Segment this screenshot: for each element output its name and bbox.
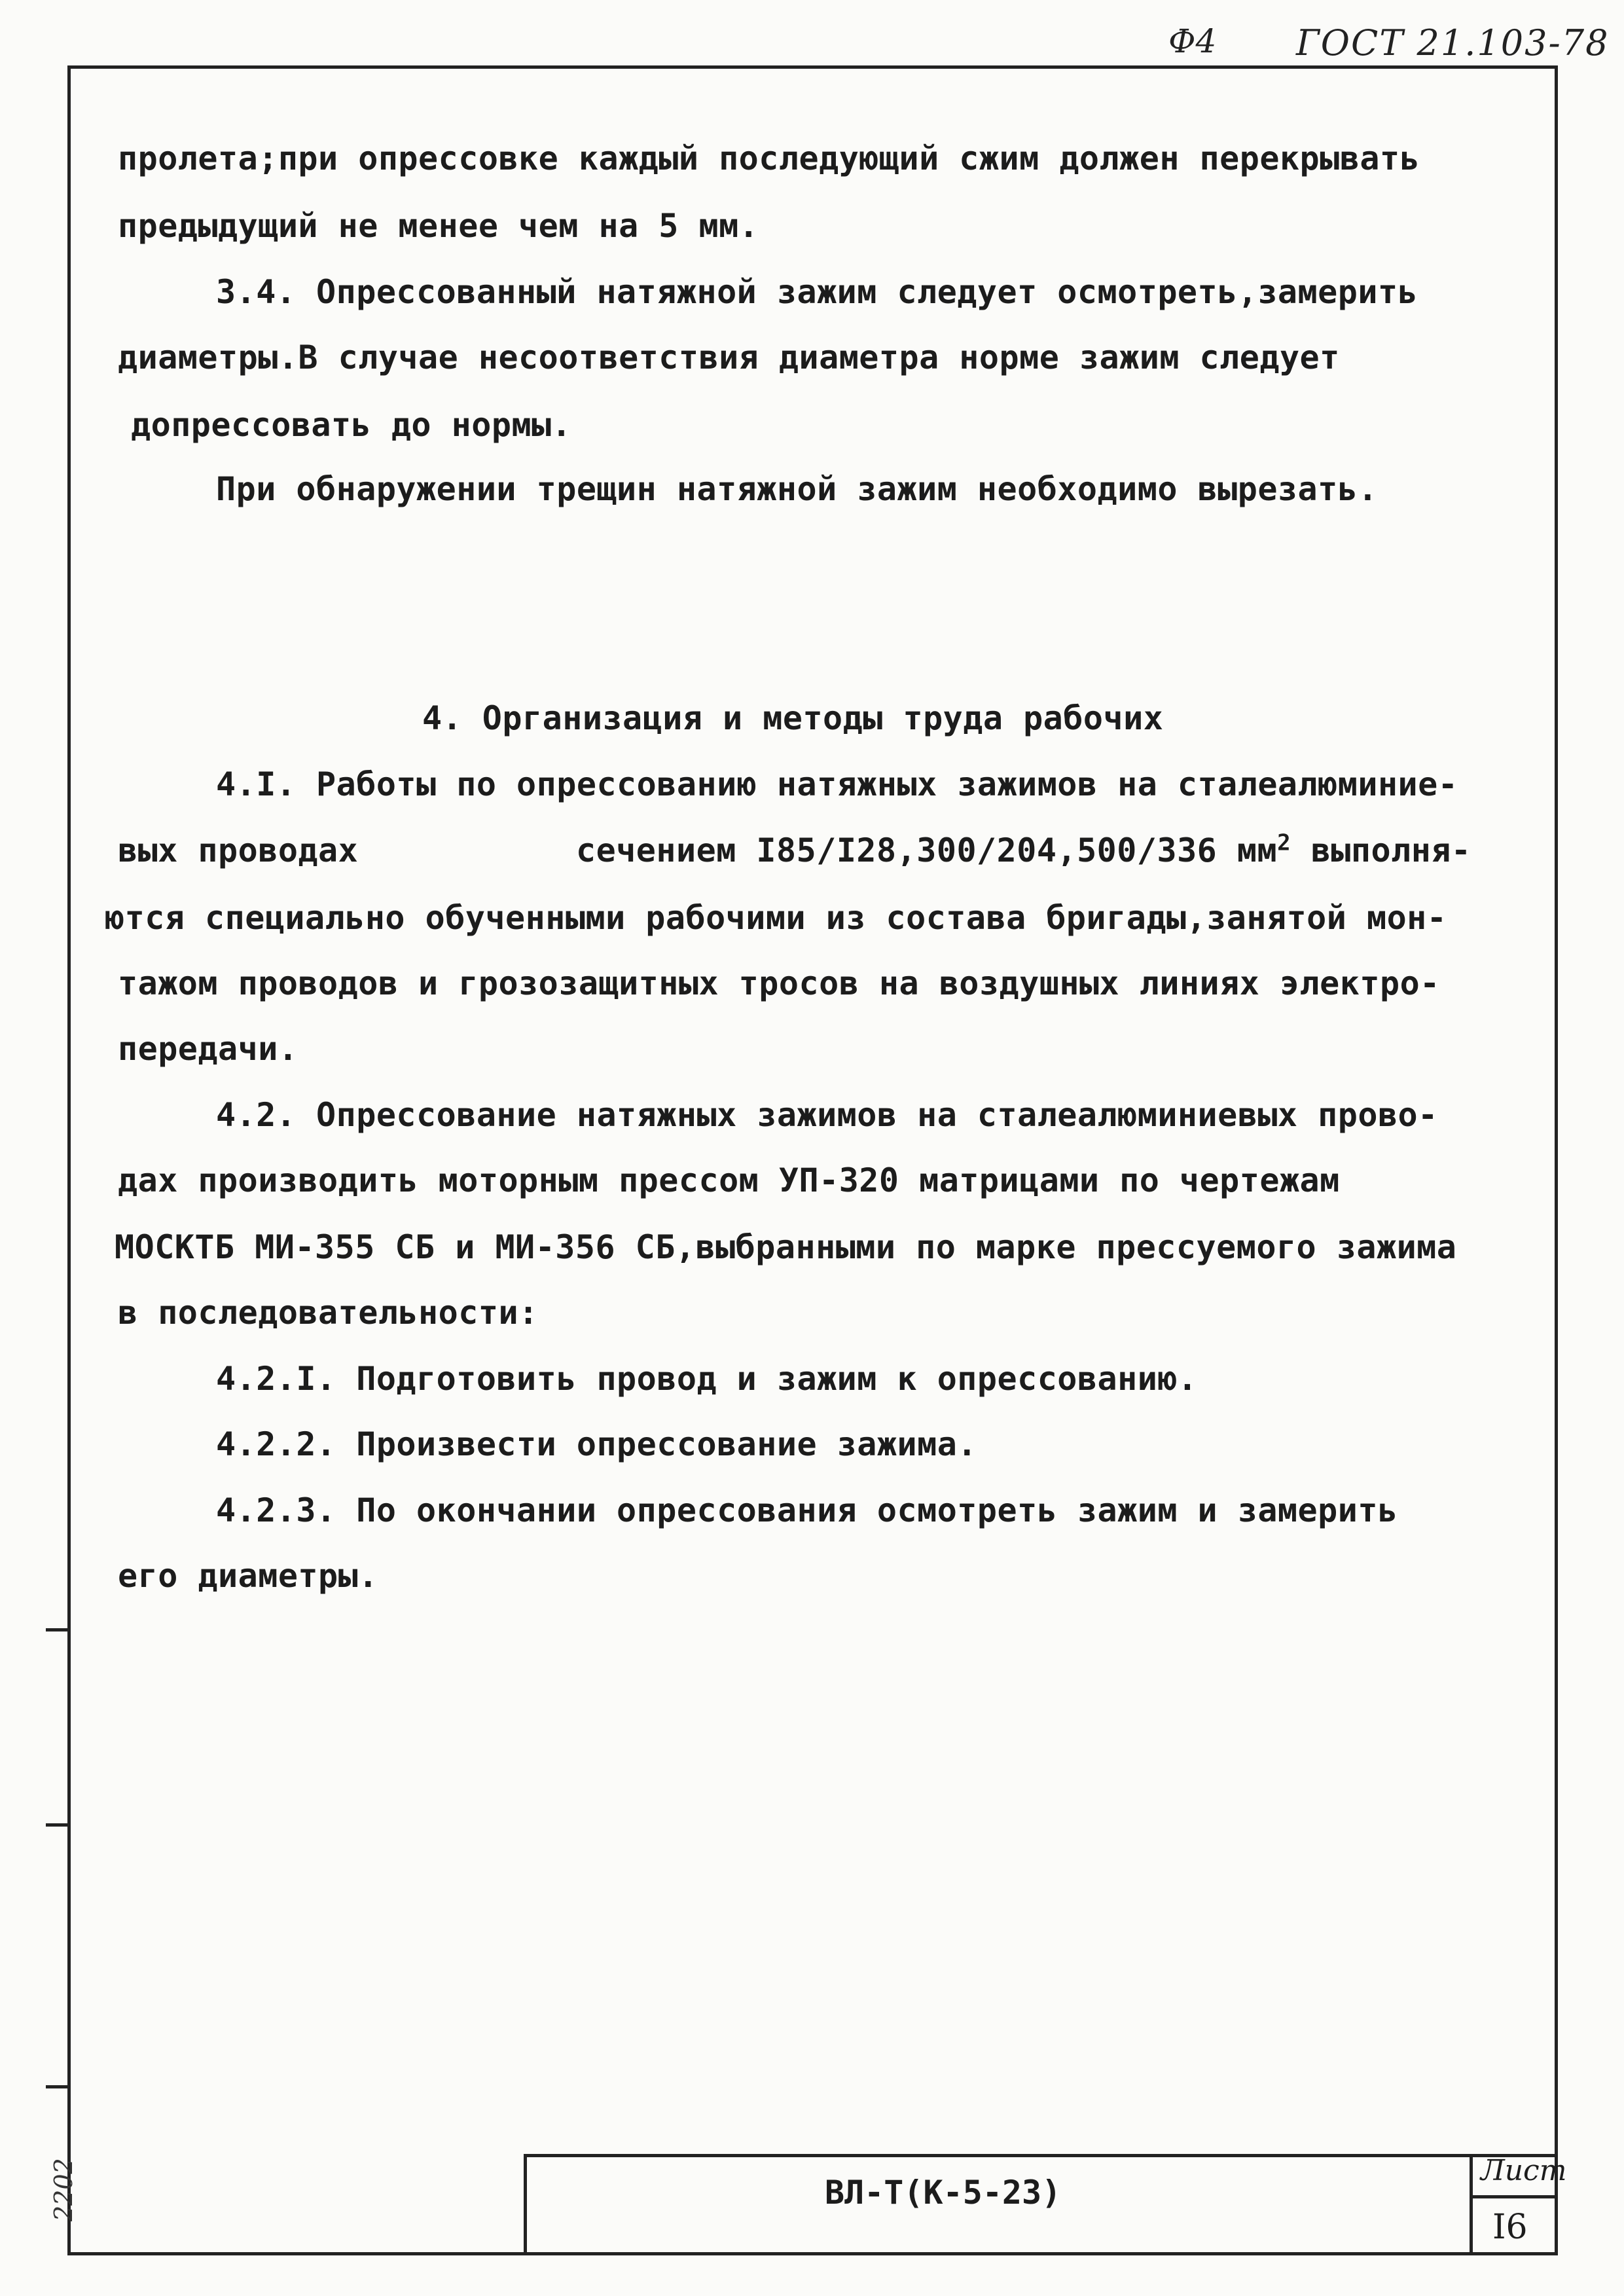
margin-tick bbox=[46, 2085, 71, 2088]
sheet-divider bbox=[1470, 2195, 1558, 2198]
superscript: 2 bbox=[1277, 829, 1291, 856]
section-heading: 4. Организация и методы труда рабочих bbox=[422, 699, 1164, 737]
margin-tick bbox=[46, 1628, 71, 1631]
text-line: При обнаружении трещин натяжной зажим необходимо вырезать. bbox=[216, 470, 1378, 508]
text-line: 4.2.I. Подготовить провод и зажим к опрессованию. bbox=[216, 1360, 1198, 1398]
text-line: вых проводах bbox=[118, 831, 359, 869]
header-left-mark: Ф4 bbox=[1168, 22, 1217, 60]
text-line: 4.2.3. По окончании опрессования осмотреть зажим и замерить bbox=[216, 1491, 1398, 1529]
margin-tick bbox=[46, 1823, 71, 1827]
text-line: 4.I. Работы по опрессованию натяжных зажимов на сталеалюминие- bbox=[216, 765, 1458, 803]
text-line: предыдущий не менее чем на 5 мм. bbox=[118, 207, 759, 245]
text-line: МОСКТБ МИ-355 СБ и МИ-356 СБ,выбранными по марке прессуемого зажима bbox=[115, 1228, 1457, 1266]
document-code: ВЛ-Т(К-5-23) bbox=[825, 2174, 1062, 2212]
side-stamp: 2202 bbox=[49, 2158, 78, 2222]
text-line: в последовательности: bbox=[118, 1294, 539, 1332]
text-fragment: сечением I85/I28,300/204,500/336 мм bbox=[576, 831, 1278, 869]
text-line: диаметры.В случае несоответствия диаметра норме зажим следует bbox=[118, 338, 1340, 376]
sheet-label: Лист bbox=[1481, 2154, 1567, 2187]
text-line: 3.4. Опрессованный натяжной зажим следует осмотреть,замерить bbox=[216, 273, 1418, 311]
text-line: дах производить моторным прессом УП-320 матрицами по чертежам bbox=[118, 1161, 1340, 1199]
text-line: 4.2. Опрессование натяжных зажимов на сталеалюминиевых прово- bbox=[216, 1096, 1438, 1134]
text-fragment: выполня- bbox=[1310, 831, 1471, 869]
text-line bbox=[576, 831, 1471, 869]
page-frame bbox=[67, 65, 1558, 2255]
text-line: пролета;при опрессовке каждый последующий сжим должен перекрывать bbox=[118, 139, 1420, 177]
text-line: тажом проводов и грозозащитных тросов на воздушных линиях электро- bbox=[118, 964, 1440, 1002]
text-line: передачи. bbox=[118, 1030, 298, 1068]
text-line: его диаметры. bbox=[118, 1557, 378, 1595]
header-standard: ГОСТ 21.103-78 bbox=[1296, 22, 1610, 64]
sheet-number: I6 bbox=[1492, 2208, 1528, 2247]
text-line: ются специально обученными рабочими из состава бригады,занятой мон- bbox=[105, 899, 1447, 937]
text-line: 4.2.2. Произвести опрессование зажима. bbox=[216, 1425, 977, 1463]
text-line: допрессовать до нормы. bbox=[131, 406, 572, 444]
